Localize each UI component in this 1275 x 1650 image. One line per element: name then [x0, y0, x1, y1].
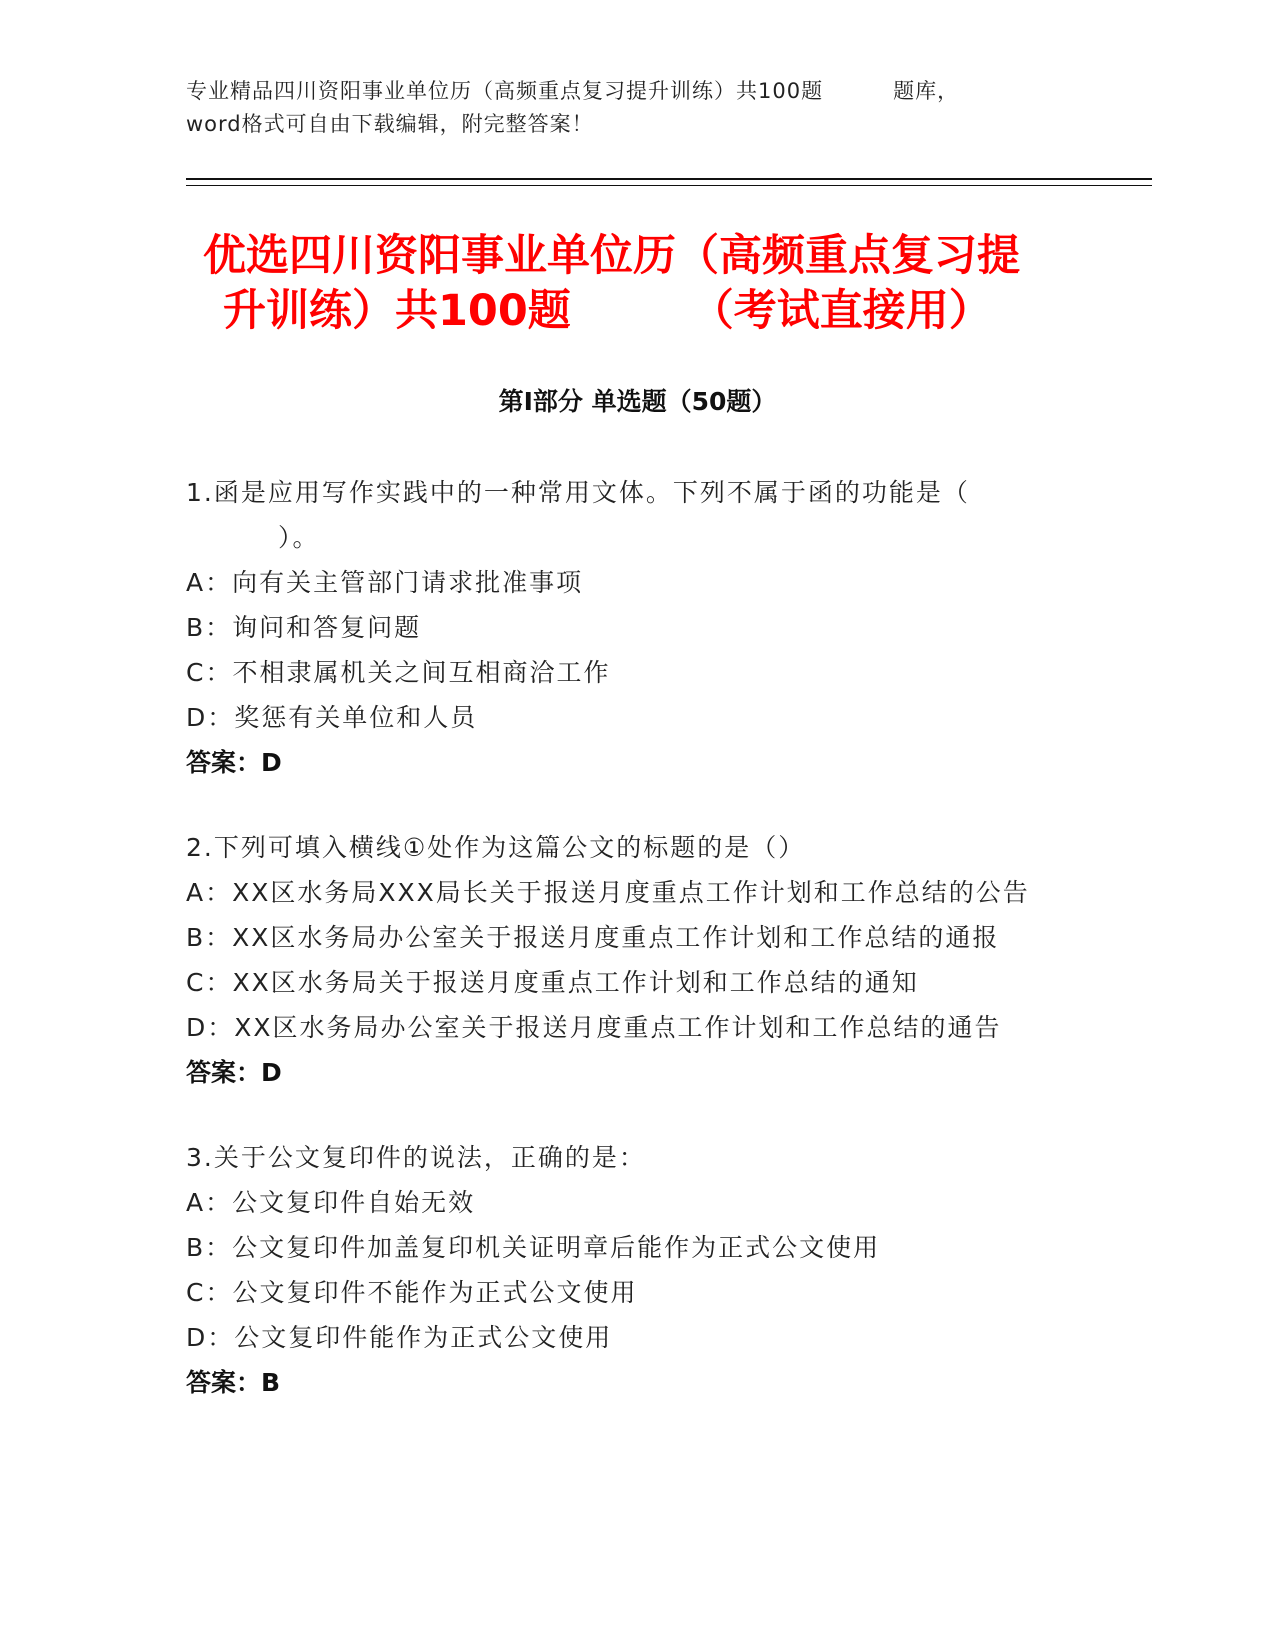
- question-stem: 3.关于公文复印件的说法，正确的是：: [186, 1143, 646, 1172]
- question-list: [186, 470, 1086, 1445]
- document-title-line-1: 优选四川资阳事业单位历（高频重点复习提: [203, 231, 1020, 281]
- question-stem: 2.下列可填入横线①处作为这篇公文的标题的是（）: [186, 833, 806, 862]
- answer: 答案：D: [186, 1058, 282, 1087]
- header-rule-thin: [186, 185, 1152, 186]
- option-a: A：向有关主管部门请求批准事项: [186, 568, 584, 597]
- header-rule-thick: [186, 178, 1152, 180]
- question-2: [186, 825, 1086, 1095]
- header-line-1: [186, 78, 1046, 104]
- option-c: C：公文复印件不能作为正式公文使用: [186, 1278, 638, 1307]
- section-title: 第Ⅰ部分 单选题（50题）: [498, 387, 777, 416]
- option-c: C：不相隶属机关之间互相商洽工作: [186, 658, 611, 687]
- question-stem-continued: ）。: [278, 523, 320, 552]
- header-line-1-right: 题库，: [893, 79, 960, 103]
- question-stem: 1.函是应用写作实践中的一种常用文体。下列不属于函的功能是（: [186, 478, 970, 507]
- option-b: B：XX区水务局办公室关于报送月度重点工作计划和工作总结的通报: [186, 923, 1000, 952]
- option-d: D：XX区水务局办公室关于报送月度重点工作计划和工作总结的通告: [186, 1013, 1002, 1042]
- question-3: [186, 1135, 1086, 1405]
- option-c: C：XX区水务局关于报送月度重点工作计划和工作总结的通知: [186, 968, 919, 997]
- document-title-line-2: [223, 283, 1123, 339]
- option-a: A：公文复印件自始无效: [186, 1188, 476, 1217]
- option-d: D：公文复印件能作为正式公文使用: [186, 1323, 613, 1352]
- option-b: B：公文复印件加盖复印机关证明章后能作为正式公文使用: [186, 1233, 881, 1262]
- header-line-1-left: 专业精品四川资阳事业单位历（高频重点复习提升训练）共100题: [186, 79, 824, 103]
- option-a: A：XX区水务局XXX局长关于报送月度重点工作计划和工作总结的公告: [186, 878, 1030, 907]
- option-d: D：奖惩有关单位和人员: [186, 703, 478, 732]
- option-b: B：询问和答复问题: [186, 613, 422, 642]
- header-line-2: word格式可自由下载编辑，附完整答案！: [186, 112, 594, 136]
- answer: 答案：B: [186, 1368, 281, 1397]
- question-1: [186, 470, 1086, 785]
- document-title-line-2-left: 升训练）共100题: [223, 286, 571, 336]
- answer: 答案：D: [186, 748, 282, 777]
- document-title-line-2-right: （考试直接用）: [690, 286, 992, 336]
